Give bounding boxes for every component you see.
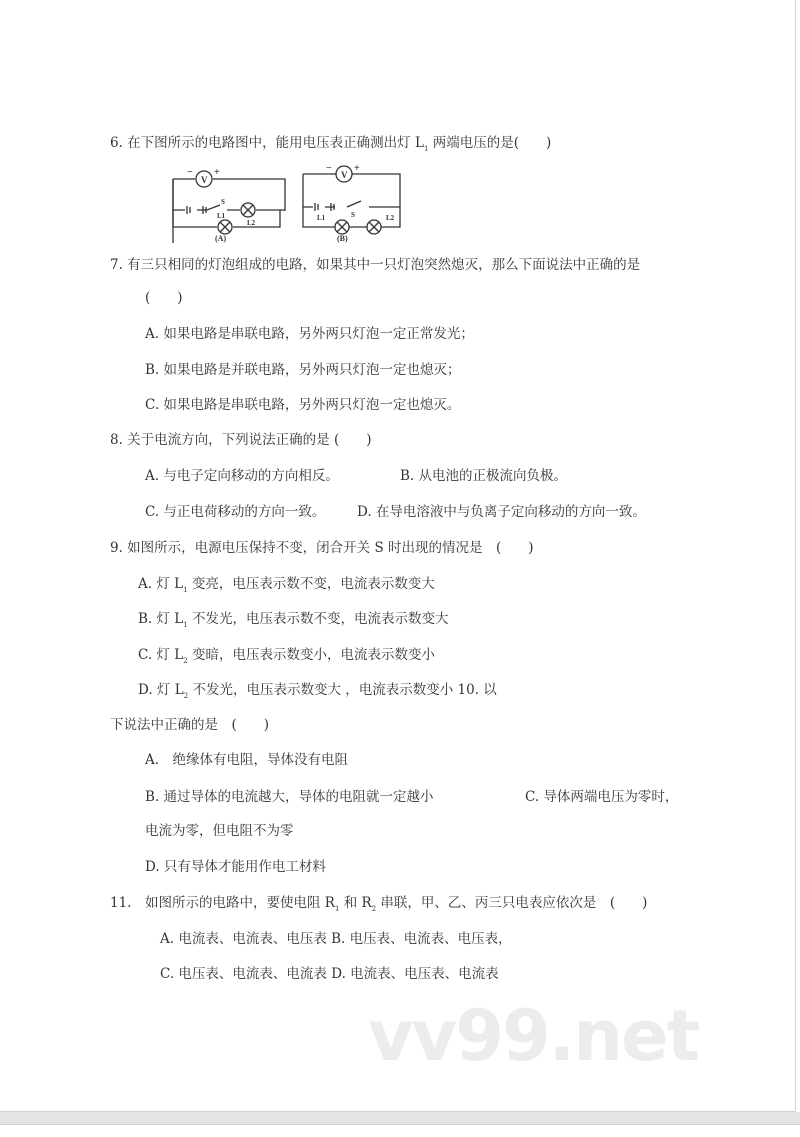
question-7-option-c: C. 如果电路是串联电路，另外两只灯泡一定也熄灭。 xyxy=(145,397,461,413)
svg-text:V: V xyxy=(341,170,348,180)
question-7-option-a: A. 如果电路是串联电路，另外两只灯泡一定正常发光； xyxy=(145,326,474,342)
question-10-option-c-cont: 电流为零，但电阻不为零 xyxy=(145,823,294,839)
watermark: vv99.net xyxy=(368,995,699,1077)
question-9-option-a: A. 灯 $L_1$ 变亮，电压表示数不变，电流表示数变大 xyxy=(138,576,435,594)
question-10-option-d: D. 只有导体才能用作电工材料 xyxy=(145,859,326,875)
svg-text:(B): (B) xyxy=(337,234,348,243)
svg-text:L1: L1 xyxy=(217,212,226,220)
svg-text:−: − xyxy=(326,163,332,174)
svg-text:L2: L2 xyxy=(386,214,395,222)
question-9-option-c: C. 灯 $L_2$ 变暗，电压表示数变小，电流表示数变小 xyxy=(138,647,435,665)
question-7-option-b: B. 如果电路是并联电路，另外两只灯泡一定也熄灭； xyxy=(145,362,461,378)
circuit-figure-a-b xyxy=(165,163,425,243)
svg-text:L2: L2 xyxy=(247,219,256,227)
question-10-option-a: A. 绝缘体有电阻，导体没有电阻 xyxy=(145,752,349,768)
question-10-option-b: B. 通过导体的电流越大，导体的电阻就一定越小 xyxy=(145,789,434,805)
question-11-options-cd: C. 电压表、电流表、电流表 D. 电流表、电压表、电流表 xyxy=(160,966,499,982)
svg-text:L1: L1 xyxy=(317,214,326,222)
svg-text:(A): (A) xyxy=(215,234,227,243)
svg-text:S: S xyxy=(351,211,355,219)
circuit-b xyxy=(303,163,400,243)
question-8-option-a: A. 与电子定向移动的方向相反。 xyxy=(145,468,339,484)
question-9-stem: 9. 如图所示，电源电压保持不变，闭合开关 S 时出现的情况是 ( ) xyxy=(110,540,534,556)
question-6-stem: 6. 在下图所示的电路图中，能用电压表正确测出灯 $L_1$ 两端电压的是( ) xyxy=(110,135,552,153)
svg-text:V: V xyxy=(201,175,208,185)
question-10-stem: 下说法中正确的是 ( ) xyxy=(110,717,270,733)
svg-text:+: + xyxy=(214,167,220,178)
page-separator xyxy=(0,1112,800,1125)
question-8-option-d: D. 在导电溶液中与负离子定向移动的方向一致。 xyxy=(357,504,646,520)
question-11-options-ab: A. 电流表、电流表、电压表 B. 电压表、电流表、电压表， xyxy=(160,931,512,947)
question-11-stem: 11. 如图所示的电路中，要使电阻 $R_1$ 和 $R_2$ 串联，甲、乙、丙三只电表应依次是 ( ) xyxy=(110,895,648,913)
question-8-stem: 8. 关于电流方向，下列说法正确的是 ( ) xyxy=(110,432,372,448)
question-9-option-b: B. 灯 $L_1$ 不发光，电压表示数不变，电流表示数变大 xyxy=(138,611,449,629)
svg-text:−: − xyxy=(187,167,193,178)
question-8-option-b: B. 从电池的正极流向负极。 xyxy=(400,468,568,484)
question-10-option-c: C. 导体两端电压为零时， xyxy=(525,789,679,805)
question-8-option-c: C. 与正电荷移动的方向一致。 xyxy=(145,504,326,520)
question-9-option-d: D. 灯 $L_2$ 不发光，电压表示数变大 ，电流表示数变小 10. 以 xyxy=(138,682,497,700)
circuit-a xyxy=(173,167,285,243)
question-7-stem: 7. 有三只相同的灯泡组成的电路，如果其中一只灯泡突然熄灭，那么下面说法中正确的是 xyxy=(110,257,641,273)
svg-text:+: + xyxy=(354,163,360,174)
svg-text:S: S xyxy=(221,198,225,206)
question-7-blank: ( ) xyxy=(145,290,183,306)
